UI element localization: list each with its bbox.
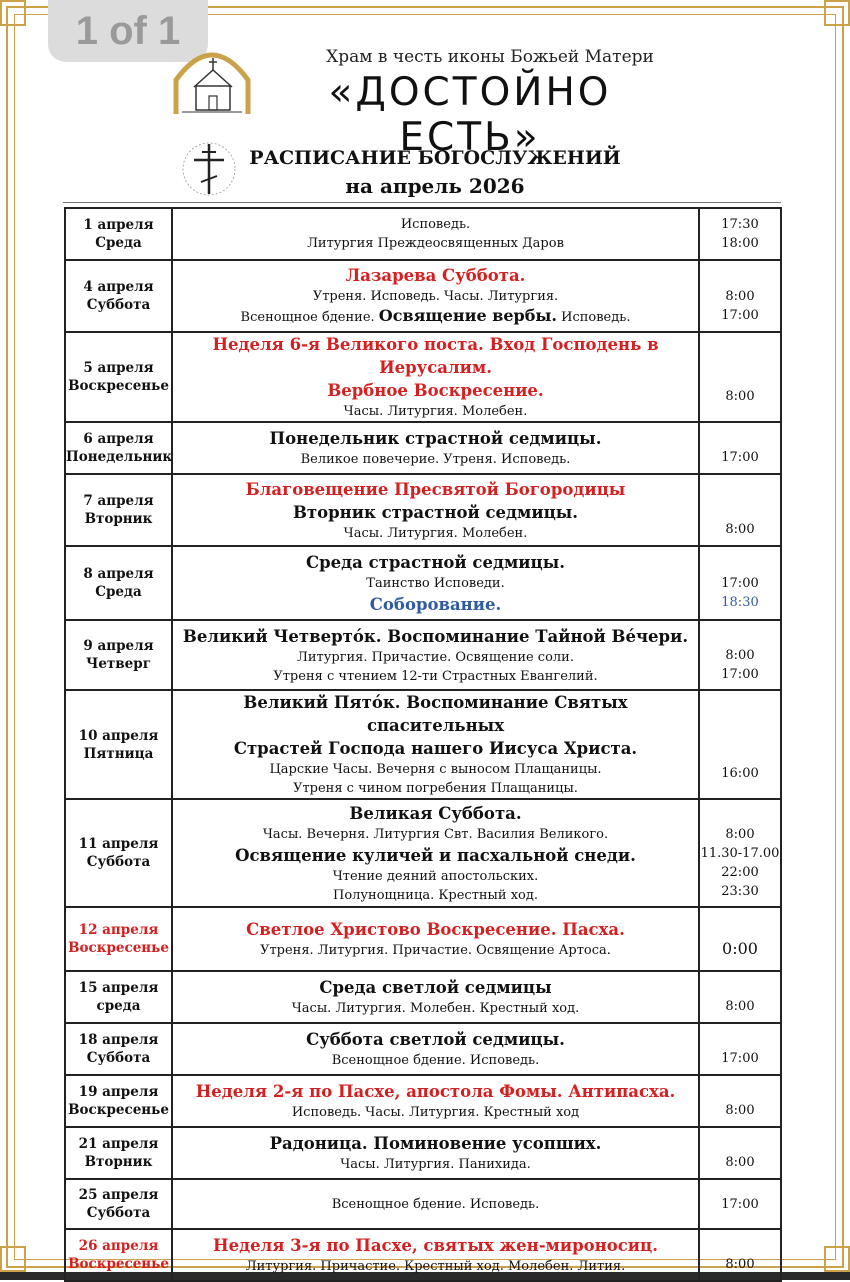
time-text: 11.30-17.00 [700,845,780,861]
service-cell [172,799,699,907]
table-row [65,474,781,546]
time-text: 18:30 [721,594,759,610]
time-text: 17:00 [721,307,759,323]
table-row [65,260,781,332]
service-line: Литургия. Причастие. Освящение соли. [297,649,574,665]
date-text: 10 апреля [78,727,159,744]
service-line: Полунощница. Крестный ход. [332,887,538,903]
time-text: 0:00 [722,939,758,958]
table-row [65,208,781,260]
date-text: 9 апреля [83,638,154,654]
date-cell [65,971,172,1023]
service-line: Всенощное бдение. Исповедь. [331,1053,540,1068]
time-cell [699,1229,781,1281]
date-text: 4 апреля [83,279,154,295]
service-line: Страстей Господа нашего Иисуса Христа. [233,739,638,758]
date-text: 7 апреля [83,493,154,509]
weekday-text: Вторник [84,1154,153,1170]
service-line: Лазарева Суббота. [345,266,526,285]
date-text: 8 апреля [83,566,154,582]
table-row [65,1229,781,1281]
date-cell [65,620,172,690]
date-text: 5 апреля [83,360,154,376]
service-line: Светлое Христово Воскресение. Пасха. [246,920,625,939]
service-line: Часы. Литургия. Молебен. [343,404,528,419]
time-text: 17:00 [721,1196,759,1212]
church-logo-icon [172,40,252,116]
service-line: Понедельник страстной седмицы. [269,429,602,448]
date-cell [65,799,172,907]
date-cell [65,1229,172,1281]
date-cell [65,690,172,799]
time-text: 17:30 [721,217,759,232]
table-row [65,907,781,971]
service-text: Исповедь. [556,310,631,325]
date-text: 12 апреля [78,922,159,938]
service-cell [172,1179,699,1229]
service-cell [172,208,699,260]
time-text [700,920,780,939]
weekday-text: Воскресенье [68,940,169,956]
table-row [65,422,781,474]
table-row [65,690,781,799]
time-text: 8:00 [725,1257,755,1272]
time-text [700,707,780,726]
service-line: Соборование. [369,594,502,614]
service-line: Вербное Воскресение. [327,381,544,400]
service-line: Неделя 6-я Великого поста. Вход Господень в Иерусалим. [212,335,659,377]
time-text: 17:00 [721,666,759,682]
time-text [700,726,780,745]
time-text: 22:00 [721,864,759,880]
time-text: 17:00 [721,575,759,591]
weekday-text: Вторник [84,511,153,527]
time-text: 8:00 [725,999,755,1014]
service-line: Часы. Литургия. Панихида. [340,1157,531,1172]
service-cell [172,1229,699,1281]
date-text: 1 апреля [83,217,154,233]
time-text: 8:00 [725,288,755,304]
time-text [700,806,780,825]
time-cell [699,260,781,332]
time-cell [699,208,781,260]
service-line: Неделя 3-я по Пасхе, святых жен-мироносиц. [213,1236,658,1255]
service-line: Освящение куличей и пасхальной снеди. [235,845,636,865]
table-row [65,546,781,620]
service-line: Среда страстной седмицы. [305,552,566,572]
frame-corner [824,0,850,26]
table-row [65,1179,781,1229]
date-text: 18 апреля [78,1032,159,1048]
date-text: 25 апреля [78,1187,159,1203]
time-text [700,429,780,448]
time-cell [699,1127,781,1179]
weekday-text: среда [96,998,141,1014]
title-divider [63,202,781,203]
service-line: Утреня. Исповедь. Часы. Литургия. [312,289,559,304]
service-line: Исповедь. Часы. Литургия. Крестный ход [291,1105,580,1120]
service-text: Всенощное бдение. [240,310,379,325]
time-text: 8:00 [725,647,755,663]
time-text [700,627,780,646]
weekday-text: Суббота [86,1205,151,1221]
service-line: Утреня. Литургия. Причастие. Освящение Артоса. [260,943,611,958]
time-cell [699,1179,781,1229]
date-cell [65,422,172,474]
service-cell [172,546,699,620]
time-text: 18:00 [721,236,759,251]
service-line: Часы. Вечерня. Литургия Свт. Василия Великого. [262,826,609,842]
date-text: 21 апреля [78,1136,159,1152]
service-cell [172,620,699,690]
service-cell [172,1127,699,1179]
weekday-text: Среда [95,235,142,251]
date-cell [65,1075,172,1127]
time-text: 17:00 [721,450,759,465]
time-cell [699,1023,781,1075]
time-text: 8:00 [725,1155,755,1170]
time-text: 16:00 [721,765,759,781]
service-cell [172,422,699,474]
time-text [700,1030,780,1049]
service-line: Великий Четвертóк. Воспоминание Тайной Вéчери. [182,626,689,646]
page-counter-badge: 1 of 1 [48,0,208,62]
service-line: Таинство Исповеди. [366,575,505,591]
weekday-text: Воскресенье [68,1256,169,1272]
weekday-text: Пятница [83,745,154,762]
time-text [700,555,780,574]
service-line: Благовещение Пресвятой Богородицы [245,479,626,499]
date-cell [65,332,172,422]
church-subtitle: Храм в честь иконы Божьей Матери [326,47,654,67]
service-line: Исповедь. [400,217,471,232]
service-line: Великое повечерие. Утреня. Исповедь. [300,452,571,467]
date-text: 15 апреля [78,980,159,996]
weekday-text: Понедельник [66,449,173,465]
service-cell [172,907,699,971]
time-text [700,745,780,764]
date-cell [65,208,172,260]
time-text: 8:00 [725,1103,755,1118]
date-cell [65,1179,172,1229]
date-cell [65,907,172,971]
time-cell [699,907,781,971]
time-text [700,1134,780,1153]
weekday-text: Воскресенье [68,378,169,394]
service-line: Среда светлой седмицы [319,978,552,997]
time-text: 23:30 [721,883,759,899]
service-cell [172,1075,699,1127]
frame-corner [0,1246,26,1272]
time-cell [699,799,781,907]
weekday-text: Воскресенье [68,1102,169,1118]
church-name: «ДОСТОЙНО ЕСТЬ» [328,70,612,160]
time-cell [699,422,781,474]
date-text: 11 апреля [78,836,159,852]
service-line: Радоница. Поминовение усопших. [269,1134,602,1153]
schedule-title [230,144,640,200]
service-line: Литургия Преждеосвященных Даров [307,236,564,251]
time-text: 8:00 [725,521,755,537]
service-line: Великая Суббота. [349,803,522,823]
time-text [700,1082,780,1101]
date-cell [65,474,172,546]
weekday-text: Суббота [86,297,151,313]
frame-corner [824,1246,850,1272]
service-line: Царские Часы. Вечерня с выносом Плащаницы. [269,762,602,777]
time-text: 8:00 [725,388,755,404]
table-row [65,971,781,1023]
frame-corner [0,0,26,26]
service-line: Часы. Литургия. Молебен. [343,525,528,541]
time-cell [699,690,781,799]
time-text [700,501,780,520]
service-line: Великий Пятóк. Воспоминание Святых спасительных [243,693,628,735]
title-line: РАСПИСАНИЕ БОГОСЛУЖЕНИЙ [249,147,621,169]
date-text: 19 апреля [78,1084,159,1100]
table-row [65,799,781,907]
time-cell [699,332,781,422]
date-cell [65,260,172,332]
date-cell [65,546,172,620]
date-cell [65,1023,172,1075]
service-highlight: Освящение вербы. [378,306,557,325]
weekday-text: Суббота [86,1050,151,1066]
time-text [700,368,780,387]
time-text [700,482,780,501]
service-line: Всенощное бдение. Исповедь. [331,1196,540,1212]
date-cell [65,1127,172,1179]
service-cell [172,690,699,799]
table-row [65,620,781,690]
service-line: Вторник страстной седмицы. [292,502,579,522]
service-line: Часы. Литургия. Молебен. Крестный ход. [291,1001,580,1016]
time-text [700,978,780,997]
service-cell [172,332,699,422]
weekday-text: Суббота [86,854,151,870]
time-cell [699,546,781,620]
service-line: Суббота светлой седмицы. [306,1030,565,1049]
date-text: 26 апреля [78,1238,159,1254]
time-cell [699,620,781,690]
service-line: Неделя 2-я по Пасхе, апостола Фомы. Антипасха. [195,1082,676,1101]
time-cell [699,1075,781,1127]
table-row [65,332,781,422]
date-text: 6 апреля [83,431,154,447]
service-line: Литургия. Причастие. Крестный ход. Молебен. Лития. [245,1259,626,1274]
weekday-text: Среда [95,584,142,600]
weekday-text: Четверг [86,656,151,672]
service-cell [172,260,699,332]
service-line: Утреня с чтением 12-ти Страстных Евангелий. [273,668,598,684]
table-row [65,1023,781,1075]
service-line [173,306,698,328]
time-text [700,1236,780,1255]
service-cell [172,971,699,1023]
time-text [700,349,780,368]
title-subline: на апрель 2026 [345,174,525,198]
time-cell [699,474,781,546]
table-row [65,1127,781,1179]
table-row [65,1075,781,1127]
service-cell [172,474,699,546]
service-cell [172,1023,699,1075]
service-line: Утреня с чином погребения Плащаницы. [293,781,578,796]
time-text: 8:00 [725,826,755,842]
service-line: Чтение деяний апостольских. [332,868,539,884]
time-text [700,268,780,287]
time-text: 17:00 [721,1051,759,1066]
schedule-table [64,207,782,1282]
time-cell [699,971,781,1023]
